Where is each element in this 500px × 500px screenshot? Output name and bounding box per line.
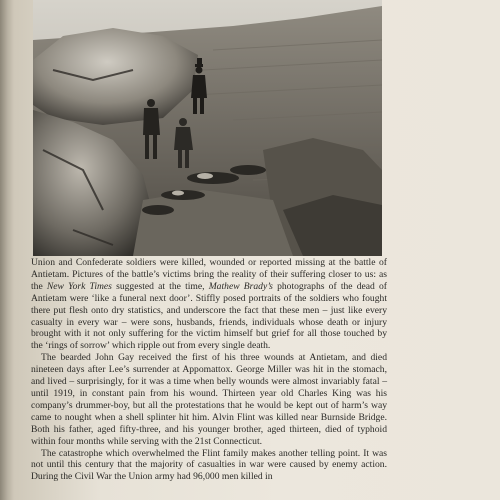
paragraph-2: The bearded John Gay received the first of his three wounds at Antietam, and died nineteen days after Lee’s surrender at Appomattox. George Miller was hit in the stomach, and lived – surprisingly, for it was a time when belly wounds were almost invariably fatal – until 1919, in constant pain from his wound. Thirteen year old Charles King was his company’s drummer-boy, but all the protestations that he would be kept out of harm’s way came to nought when a shell splinter hit him. Alvin Flint was killed near Burnside Bridge. Both his father, aged fifty-three, and his younger brother, aged thirteen, died of typhoid within four months while serving with the 21st Connecticut. [31,352,387,447]
photograph-illustration [33,0,382,256]
article-body-text [31,257,387,483]
paragraph-3: The catastrophe which overwhelmed the Flint family makes another telling point. It was not until this century that the majority of casualties in war were caused by enemy action. During the Civil War the Union army had 96,000 men killed in [31,447,387,483]
paragraph-1: Union and Confederate soldiers were killed, wounded or reported missing at the battle of Antietam. Pictures of the battle’s victims bring the reality of their suffering closer to us: as the New York Times suggested at the time, Mathew Brady’s photographs of the dead of Antietam were ‘like a funeral next door’. Stiffly posed portraits of the soldiers who fought there put flesh onto dry statistics, and underscore the fact that these men – just like every casualty in every war – were sons, husbands, friends, individuals whose death or injury brought with it not only suffering for the victim himself but grief for all those touched by the ‘rings of sorrow’ which ripple out from every single death. [31,257,387,352]
battlefield-photograph [33,0,382,256]
book-gutter-shadow [0,0,14,500]
